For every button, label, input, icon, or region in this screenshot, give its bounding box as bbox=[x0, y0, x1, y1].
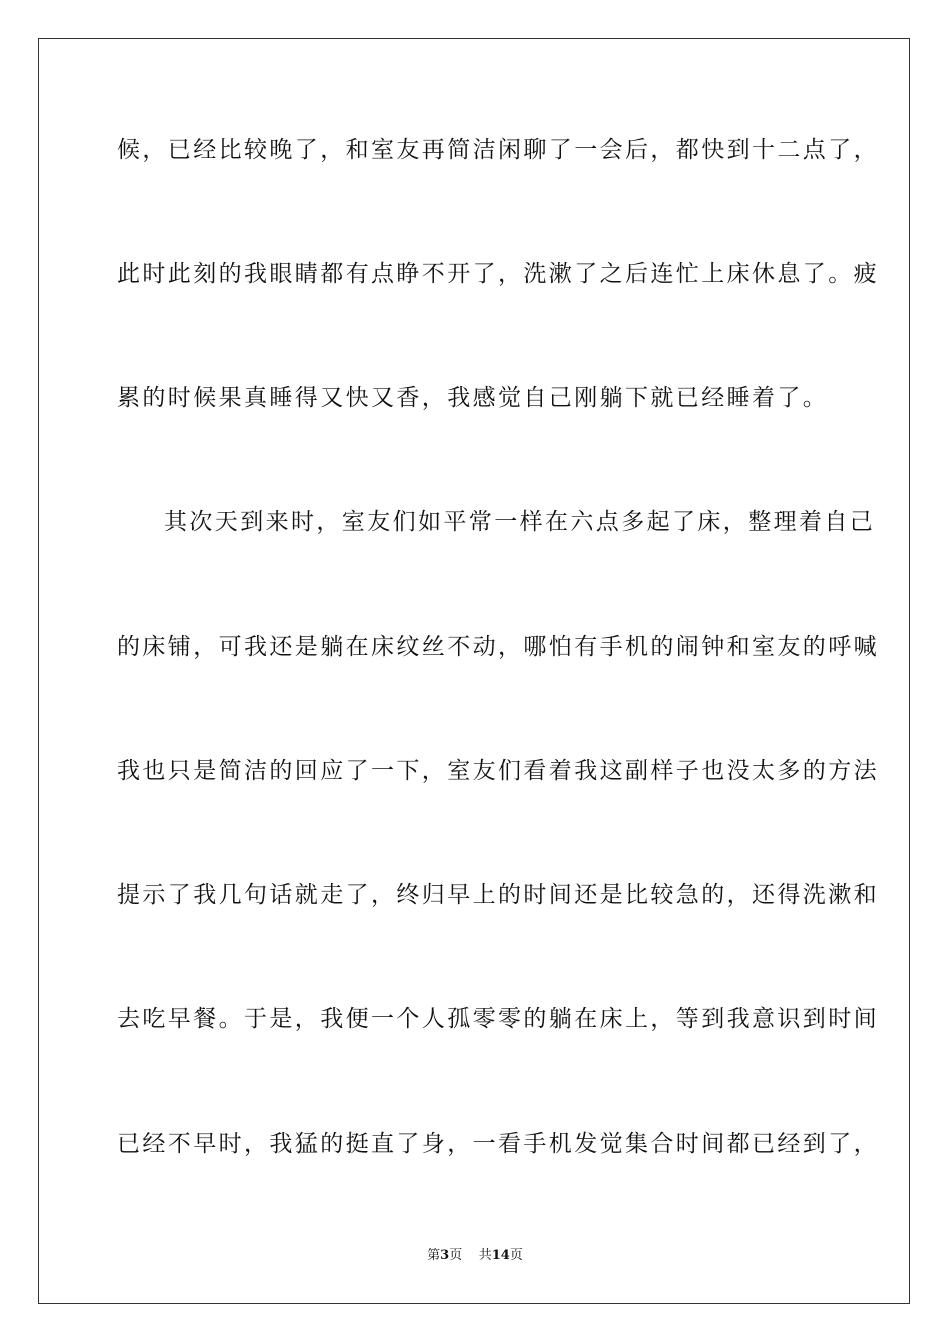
text-line: 其次天到来时，室友们如平常一样在六点多起了床，整理着自己 bbox=[164, 509, 876, 535]
current-page-number: 3 bbox=[440, 1248, 450, 1263]
page-suffix: 页 bbox=[509, 1248, 523, 1263]
text-line: 累的时候果真睡得又快又香，我感觉自己刚躺下就已经睡着了。 bbox=[117, 385, 829, 411]
page-prefix: 第 bbox=[427, 1248, 441, 1263]
text-line: 我也只是简洁的回应了一下，室友们看着我这副样子也没太多的方法 bbox=[117, 758, 879, 784]
text-line: 候，已经比较晚了，和室友再简洁闲聊了一会后，都快到十二点了， bbox=[117, 137, 879, 163]
text-line: 的床铺，可我还是躺在床纹丝不动，哪怕有手机的闹钟和室友的呼喊 bbox=[117, 634, 879, 660]
total-pages-number: 14 bbox=[491, 1248, 510, 1263]
text-line: 提示了我几句话就走了，终归早上的时间还是比较急的，还得洗漱和 bbox=[117, 882, 879, 908]
page-mid: 页 共 bbox=[449, 1248, 492, 1263]
page-footer bbox=[0, 1246, 950, 1266]
text-line: 此时此刻的我眼睛都有点睁不开了，洗漱了之后连忙上床休息了。疲 bbox=[117, 261, 879, 287]
text-line: 去吃早餐。于是，我便一个人孤零零的躺在床上，等到我意识到时间 bbox=[117, 1006, 879, 1032]
page-border bbox=[38, 38, 910, 1304]
text-line: 已经不早时，我猛的挺直了身，一看手机发觉集合时间都已经到了， bbox=[117, 1131, 879, 1157]
